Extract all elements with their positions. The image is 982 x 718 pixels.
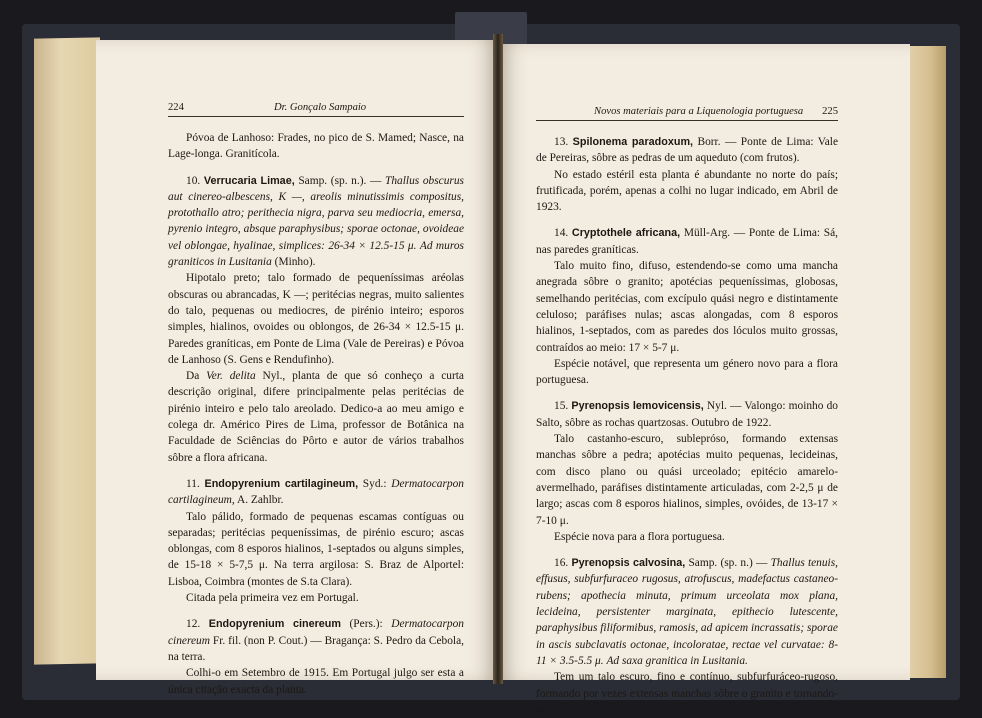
page-number: 225 [822,106,838,117]
latin-diagnosis: Dermatocarpon cinereum [168,618,464,647]
paragraph [536,258,838,356]
paragraph [168,665,464,698]
text-run: Tem um talo escuro, fino e contínuo, subfurfuráceo-rugoso, formando por vezes extensas manchas sôbre o granito e tornando-se [536,671,838,716]
paragraph [536,669,838,718]
text-run: (Minho). [271,256,316,269]
text-run: A. Zahlbr. [234,494,284,507]
text-run: Talo pálido, formado de pequenas escamas contíguas ou separadas; peritécias pequeníssimas, de pirénio escuro; ascas oblongas, com 8 esporos hialinos, 1-septados ou alguns simples, de 15-18 × 5-7,5 μ. Na terra argilosa: S. Braz de Alportel: Lisboa, Coimbra (montes de S.ta Clara). [168,510,464,588]
running-head: Novos materiais para a Liquenologia portuguesa [594,106,804,117]
text-run: Samp. (sp. n.). — [294,174,386,187]
text-run: Hipotalo preto; talo formado de pequeníssimas aréolas obscuras ou abrancadas, K —; peritécias negras, muito salientes do talo, pequenas ou mediocres, de pirénio inteiro; esporos simples, hialinos, ovoides ou oblongos, de 26-34 × 12.5-15 μ. Paredes graníticas, em Ponte de Lima (Vale de Pereiras) e Póvoa de Lanhoso (S. Gens e Rendufinho). [168,272,464,366]
latin-diagnosis: Ver. delita [206,370,256,383]
text-run: Talo castanho-escuro, sublepróso, formando extensas manchas sôbre a pedra; apotécias muito pequenas, lecideinas, com disco plano ou quási urceolado; epitécio amarelo-avermelhado, paráfises distintamente articuladas, com 2-2,5 μ de largo; ascas com 8 esporos hialinos, simples, ovóides, de 13-17 × 7-10 μ. [536,433,838,527]
species-name: Verrucaria Limae, [203,174,295,187]
text-run: No estado estéril esta planta é abundante no norte do país; frutificada, porém, apenas a colhi no lugar indicado, em Abril de 1923. [536,168,838,214]
text-run: 12. [186,618,209,631]
text-run: Nyl., planta de que só conheço a curta descrição original, difere principalmente pelas peritécias de pirénio inteiro e pelo talo areolado. Dedico-a ao meu amigo e colega dr. Américo Pires de Lima, professor de Botânica na Faculdade de Sciências do Pôrto e autor de vários trabalhos sôbre a flora africana. [168,370,464,464]
text-run: Da [186,370,207,383]
paragraph [536,431,838,529]
text-run: 10. [186,174,204,187]
paragraph [536,356,838,389]
species-name: Endopyrenium cartilagineum, [204,477,359,490]
text-run: Nyl. — Valongo: moinho do Salto, sôbre as rochas quartzosas. Outubro de 1922. [536,400,838,429]
paragraph [168,130,464,163]
text-run: 14. [554,227,572,240]
right-page-body [536,134,838,718]
species-name: Spilonema paradoxum, [572,136,694,148]
species-entry [168,476,464,509]
text-run: 13. [554,136,573,148]
latin-diagnosis: Dermatocarpon cartilagineum, [168,477,464,507]
text-run: 11. [186,477,205,490]
right-page [496,44,910,716]
species-name: Pyrenopsis calvosina, [571,557,686,570]
species-entry [536,225,838,258]
latin-diagnosis: Thallus tenuis, effusus, subfurfuraceo rugosus, atrofuscus, madefactus castaneo-rubens; apothecia minuta, primum urceolata mox plana, lecideina, persistenter marginata, epithecio lutescente, paraphysibus filiformibus, ramosis, ad apicem incrassatis; sporae in ascis subclavatis octonae, incoloratae, rectae vel curvatae: 8-11 × 3.5-5.5 μ. Ad saxa granitica in Lusitania. [536,557,839,667]
running-head: Dr. Gonçalo Sampaio [274,102,367,113]
text-run: Müll-Arg. — Ponte de Lima: Sá, nas paredes graníticas. [536,227,839,256]
text-run: Citada pela primeira vez em Portugal. [186,592,359,605]
page-edges-right [904,46,946,678]
paragraph [168,509,464,590]
left-page-header [168,100,464,117]
text-run: Colhi-o em Setembro de 1915. Em Portugal julgo ser esta a única citação exacta da planta. [168,667,464,696]
text-run: (Pers.): [341,618,392,631]
text-run: Espécie nova para a flora portuguesa. [554,530,725,543]
species-entry [536,398,838,431]
paragraph [168,270,464,368]
right-page-header [536,104,838,121]
text-run: Fr. fil. (non P. Cout.) — Bragança: S. Pedro da Cebola, na terra. [168,634,464,663]
species-name: Cryptothele africana, [571,227,681,240]
text-run: Syd.: [358,477,392,490]
paragraph [168,590,464,606]
page-edges-left [34,37,100,664]
species-entry [536,555,838,669]
species-name: Endopyrenium cinereum [208,618,341,631]
paragraph [536,529,838,545]
paragraph [536,167,838,216]
species-entry [168,173,464,271]
text-run: 15. [554,400,572,413]
species-entry [536,134,838,167]
species-entry [168,616,464,665]
text-run: Borr. — Ponte de Lima: Vale de Pereiras, sôbre as pedras de um aqueduto (com frutos). [536,136,838,165]
text-run: Samp. (sp. n.) — [685,557,771,570]
text-run: Póvoa de Lanhoso: Frades, no pico de S. Mamed; Nasce, na Lage-longa. Granitícola. [168,132,464,161]
paragraph [168,368,464,466]
latin-diagnosis: Thallus obscurus aut cinereo-albescens, K —, areolis minutissimis compositus, protothallo atro; perithecia nigra, parva seu mediocria, emersa, pyrenio integro, absque paraphysibus; sporae octonae, ovoideae vel oblongae, hyalinae, simplices: 26-34 × 12.5-15 μ. Ad muros graniticos in Lusitania [168,174,464,269]
left-page-body [168,130,464,698]
text-run: Talo muito fino, difuso, estendendo-se como uma mancha anegrada sôbre o granito; apotécias pequeníssimas, globosas, semelhando peritécias, com excípulo quási negro e distintamente celuloso; paráfises nulas; ascas alongadas, com 8 esporos hialinos, 1-septados, com as paredes dos lóculos muito grossas, contraídos ao meio: 17 × 5-7 μ. [536,260,838,354]
text-run: Espécie notável, que representa um género novo para a flora portuguesa. [536,357,838,387]
book-gutter [493,34,503,684]
text-run: 16. [554,557,572,570]
page-number: 224 [168,102,184,113]
species-name: Pyrenopsis lemovicensis, [571,400,704,413]
left-page [96,40,500,696]
